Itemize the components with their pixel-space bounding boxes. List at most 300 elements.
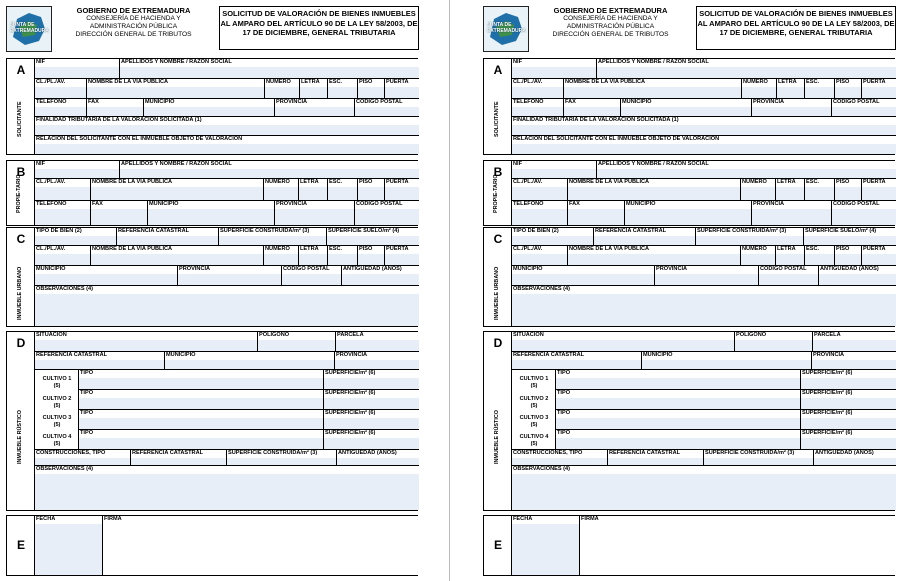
cultivo-4-type-field[interactable] xyxy=(556,430,801,450)
relationship-field[interactable] xyxy=(35,136,419,154)
field-input-area[interactable] xyxy=(35,254,90,265)
cultivo-1-type-field[interactable] xyxy=(556,370,801,390)
field-input-area[interactable] xyxy=(148,209,274,225)
cultivo-label-text: CULTIVO 1 xyxy=(519,376,549,382)
owner-number-field[interactable] xyxy=(741,179,776,201)
field-input-area[interactable] xyxy=(801,418,896,429)
field-input-area[interactable] xyxy=(385,87,419,98)
date-field[interactable] xyxy=(512,516,580,575)
field-input-area[interactable] xyxy=(752,107,831,116)
situation-field[interactable] xyxy=(512,332,735,352)
field-input-area[interactable] xyxy=(117,236,218,245)
built-area-field[interactable] xyxy=(696,228,804,246)
property-floor-field[interactable] xyxy=(835,246,862,266)
field-input-area[interactable] xyxy=(512,294,896,326)
field-input-area[interactable] xyxy=(35,360,164,369)
organization-block xyxy=(528,6,693,39)
field-input-area[interactable] xyxy=(300,87,327,98)
field-input-area[interactable] xyxy=(91,254,263,265)
owner-street-type-field[interactable] xyxy=(35,179,91,201)
relationship-field[interactable] xyxy=(512,136,896,154)
field-label: REFERENCIA CATASTRAL xyxy=(595,228,667,234)
field-label: TIPO xyxy=(557,430,571,436)
field-input-area[interactable] xyxy=(355,209,419,225)
field-input-area[interactable] xyxy=(227,458,336,465)
field-input-area[interactable] xyxy=(759,274,818,285)
property-street-type-field[interactable] xyxy=(35,246,91,266)
owner-name-field[interactable] xyxy=(120,161,419,179)
cultivo-label-text: CULTIVO 2 xyxy=(519,396,549,402)
floor-field[interactable] xyxy=(358,79,385,99)
owner-floor-field[interactable] xyxy=(358,179,385,201)
property-province-field[interactable] xyxy=(655,266,759,286)
field-input-area[interactable] xyxy=(258,340,335,351)
field-input-area[interactable] xyxy=(265,87,299,98)
property-floor-field[interactable] xyxy=(358,246,385,266)
property-age-field[interactable] xyxy=(819,266,896,286)
field-input-area[interactable] xyxy=(79,398,323,409)
field-input-area[interactable] xyxy=(342,274,419,285)
owner-letter-field[interactable] xyxy=(776,179,805,201)
field-input-area[interactable] xyxy=(35,236,116,245)
field-input-area[interactable] xyxy=(324,418,419,429)
field-input-area[interactable] xyxy=(777,87,804,98)
field-input-area[interactable] xyxy=(87,107,143,116)
field-label: LETRA xyxy=(778,79,797,85)
field-input-area[interactable] xyxy=(120,67,419,78)
cultivo-3-type-field[interactable] xyxy=(79,410,324,430)
field-input-area[interactable] xyxy=(328,187,357,200)
field-input-area[interactable] xyxy=(805,254,834,265)
owner-province-field[interactable] xyxy=(752,201,832,225)
field-input-area[interactable] xyxy=(568,187,740,200)
field-input-area[interactable] xyxy=(608,458,703,465)
field-input-area[interactable] xyxy=(832,209,896,225)
polygon-field[interactable] xyxy=(258,332,336,352)
cadastral-ref-field[interactable] xyxy=(117,228,219,246)
field-input-area[interactable] xyxy=(862,187,896,200)
fax-field[interactable] xyxy=(564,99,621,117)
field-input-area[interactable] xyxy=(512,274,654,285)
phone-field[interactable] xyxy=(35,99,87,117)
field-input-area[interactable] xyxy=(35,274,177,285)
field-input-area[interactable] xyxy=(568,254,740,265)
owner-letter-field[interactable] xyxy=(299,179,328,201)
field-input-area[interactable] xyxy=(512,360,641,369)
rustic-province-field[interactable] xyxy=(335,352,419,370)
number-field[interactable] xyxy=(265,79,300,99)
rustic-province-field[interactable] xyxy=(812,352,896,370)
nif-field[interactable] xyxy=(35,59,120,79)
property-street-type-field[interactable] xyxy=(512,246,568,266)
org-administracion: ADMINISTRACIÓN PÚBLICA xyxy=(566,23,655,30)
stair-field[interactable] xyxy=(328,79,358,99)
urban-observations-field[interactable] xyxy=(35,286,419,326)
property-postal-code-field[interactable] xyxy=(282,266,342,286)
owner-door-field[interactable] xyxy=(862,179,896,201)
field-input-area[interactable] xyxy=(324,438,419,449)
field-input-area[interactable] xyxy=(299,187,327,200)
rustic-observations-field[interactable] xyxy=(35,466,419,510)
built-area-field[interactable] xyxy=(219,228,327,246)
field-label: SUPERFICIE/m² (6) xyxy=(802,410,853,416)
field-input-area[interactable] xyxy=(655,274,758,285)
field-input-area[interactable] xyxy=(35,458,130,465)
field-input-area[interactable] xyxy=(835,254,861,265)
municipality-field[interactable] xyxy=(621,99,752,117)
field-input-area[interactable] xyxy=(735,340,812,351)
field-input-area[interactable] xyxy=(741,254,775,265)
cultivo-2-area-field[interactable] xyxy=(801,390,896,410)
field-label: SITUACIÓN xyxy=(36,332,67,338)
cultivos-label-column xyxy=(35,370,79,450)
owner-street-name-field[interactable] xyxy=(91,179,264,201)
field-input-area[interactable] xyxy=(358,87,384,98)
stair-field[interactable] xyxy=(805,79,835,99)
field-input-area[interactable] xyxy=(355,107,419,116)
field-input-area[interactable] xyxy=(564,87,741,98)
property-door-field[interactable] xyxy=(862,246,896,266)
signature-field[interactable] xyxy=(580,516,896,575)
field-input-area[interactable] xyxy=(835,187,861,200)
field-input-area[interactable] xyxy=(131,458,226,465)
field-input-area[interactable] xyxy=(337,458,419,465)
field-input-area[interactable] xyxy=(512,254,567,265)
field-input-area[interactable] xyxy=(801,398,896,409)
field-input-area[interactable] xyxy=(264,254,298,265)
owner-postal-code-field[interactable] xyxy=(355,201,419,225)
field-input-area[interactable] xyxy=(87,87,264,98)
field-input-area[interactable] xyxy=(35,187,90,200)
field-input-area[interactable] xyxy=(120,169,419,178)
field-label: PROVINCIA xyxy=(813,352,845,358)
field-input-area[interactable] xyxy=(597,67,896,78)
owner-municipality-field[interactable] xyxy=(625,201,752,225)
field-input-area[interactable] xyxy=(35,524,102,575)
street-type-field[interactable] xyxy=(512,79,564,99)
property-type-field[interactable] xyxy=(512,228,594,246)
cultivo-1-area-field[interactable] xyxy=(324,370,419,390)
field-label: TELÉFONO xyxy=(513,201,544,207)
field-input-area[interactable] xyxy=(324,398,419,409)
field-input-area[interactable] xyxy=(776,187,804,200)
field-input-area[interactable] xyxy=(299,254,327,265)
property-number-field[interactable] xyxy=(264,246,299,266)
field-input-area[interactable] xyxy=(512,340,734,351)
cultivo-1-label xyxy=(512,376,556,389)
field-input-area[interactable] xyxy=(91,209,147,225)
field-input-area[interactable] xyxy=(79,418,323,429)
owner-street-type-field[interactable] xyxy=(512,179,568,201)
purpose-field[interactable] xyxy=(512,117,896,136)
field-input-area[interactable] xyxy=(328,87,357,98)
owner-fax-field[interactable] xyxy=(91,201,148,225)
rustic-cadastral-ref-field[interactable] xyxy=(35,352,165,370)
field-label: NOMBRE DE LA VÍA PÚBLICA xyxy=(565,79,646,85)
situation-field[interactable] xyxy=(35,332,258,352)
purpose-field[interactable] xyxy=(35,117,419,136)
field-input-area[interactable] xyxy=(165,360,334,369)
field-input-area[interactable] xyxy=(835,87,861,98)
signature-field[interactable] xyxy=(103,516,419,575)
name-field[interactable] xyxy=(120,59,419,79)
field-input-area[interactable] xyxy=(832,107,896,116)
field-label: TELÉFONO xyxy=(513,99,544,105)
cultivo-4-area-field[interactable] xyxy=(801,430,896,450)
field-input-area[interactable] xyxy=(862,254,896,265)
logo-text: JUNTA DE EXTREMADURA xyxy=(10,22,49,34)
cultivo-3-area-field[interactable] xyxy=(324,410,419,430)
cultivo-4-type-field[interactable] xyxy=(79,430,324,450)
field-input-area[interactable] xyxy=(742,87,776,98)
cadastral-ref-field[interactable] xyxy=(594,228,696,246)
field-input-area[interactable] xyxy=(819,274,896,285)
field-input-area[interactable] xyxy=(512,187,567,200)
field-input-area[interactable] xyxy=(275,107,354,116)
constructions-built-area-field[interactable] xyxy=(227,450,337,466)
field-label: ANTIGUEDAD (AÑOS) xyxy=(815,450,874,456)
rustic-cadastral-ref-field[interactable] xyxy=(512,352,642,370)
fax-field[interactable] xyxy=(87,99,144,117)
field-input-area[interactable] xyxy=(556,438,800,449)
province-field[interactable] xyxy=(752,99,832,117)
constructions-type-field[interactable] xyxy=(35,450,131,466)
cultivo-2-area-field[interactable] xyxy=(324,390,419,410)
field-label: ESC. xyxy=(329,179,343,185)
field-label: NOMBRE DE LA VIA PÚBLICA xyxy=(569,179,650,185)
field-input-area[interactable] xyxy=(385,254,419,265)
field-label: CÓDIGO POSTAL xyxy=(833,99,880,105)
constructions-cadastral-ref-field[interactable] xyxy=(131,450,227,466)
field-input-area[interactable] xyxy=(358,187,384,200)
field-label: PROVINCIA xyxy=(179,266,211,272)
owner-stair-field[interactable] xyxy=(805,179,835,201)
owner-phone-field[interactable] xyxy=(35,201,91,225)
field-input-area[interactable] xyxy=(625,209,751,225)
field-input-area[interactable] xyxy=(336,340,419,351)
field-input-area[interactable] xyxy=(35,144,419,154)
field-input-area[interactable] xyxy=(512,169,596,178)
field-input-area[interactable] xyxy=(814,458,896,465)
owner-name-field[interactable] xyxy=(597,161,896,179)
property-street-name-field[interactable] xyxy=(91,246,264,266)
property-municipality-field[interactable] xyxy=(35,266,178,286)
field-label: NÚMERO xyxy=(742,246,767,252)
field-input-area[interactable] xyxy=(35,169,119,178)
field-input-area[interactable] xyxy=(801,378,896,389)
field-input-area[interactable] xyxy=(35,67,119,78)
page-divider xyxy=(449,0,450,581)
field-input-area[interactable] xyxy=(512,67,596,78)
owner-fax-field[interactable] xyxy=(568,201,625,225)
field-input-area[interactable] xyxy=(805,187,834,200)
owner-nif-field[interactable] xyxy=(512,161,597,179)
field-input-area[interactable] xyxy=(35,87,86,98)
owner-postal-code-field[interactable] xyxy=(832,201,896,225)
field-input-area[interactable] xyxy=(35,474,419,510)
polygon-field[interactable] xyxy=(735,332,813,352)
plot-field[interactable] xyxy=(336,332,419,352)
field-input-area[interactable] xyxy=(752,209,831,225)
letter-field[interactable] xyxy=(300,79,328,99)
field-label: FIRMA xyxy=(104,516,122,522)
field-input-area[interactable] xyxy=(144,107,274,116)
door-field[interactable] xyxy=(862,79,896,99)
field-input-area[interactable] xyxy=(358,254,384,265)
property-letter-field[interactable] xyxy=(776,246,805,266)
field-input-area[interactable] xyxy=(597,169,896,178)
property-door-field[interactable] xyxy=(385,246,419,266)
property-type-field[interactable] xyxy=(35,228,117,246)
land-area-field[interactable] xyxy=(327,228,419,246)
field-input-area[interactable] xyxy=(512,125,896,135)
field-input-area[interactable] xyxy=(512,458,607,465)
property-province-field[interactable] xyxy=(178,266,282,286)
field-input-area[interactable] xyxy=(512,209,567,225)
field-label: PISO xyxy=(836,79,850,85)
street-type-field[interactable] xyxy=(35,79,87,99)
name-field[interactable] xyxy=(597,59,896,79)
field-input-area[interactable] xyxy=(35,107,86,116)
field-label: CONSTRUCCIONES, TIPO xyxy=(36,450,106,456)
postal-code-field[interactable] xyxy=(355,99,419,117)
field-label: REFERENCIA CATASTRAL xyxy=(36,352,108,358)
floor-field[interactable] xyxy=(835,79,862,99)
field-input-area[interactable] xyxy=(776,254,804,265)
owner-phone-field[interactable] xyxy=(512,201,568,225)
field-input-area[interactable] xyxy=(35,125,419,135)
rustic-observations-field[interactable] xyxy=(512,466,896,510)
field-input-area[interactable] xyxy=(219,236,326,245)
postal-code-field[interactable] xyxy=(832,99,896,117)
field-input-area[interactable] xyxy=(282,274,341,285)
field-input-area[interactable] xyxy=(556,418,800,429)
field-input-area[interactable] xyxy=(805,87,834,98)
cultivo-3-type-field[interactable] xyxy=(556,410,801,430)
number-field[interactable] xyxy=(742,79,777,99)
field-input-area[interactable] xyxy=(813,340,896,351)
field-input-area[interactable] xyxy=(275,209,354,225)
land-area-field[interactable] xyxy=(804,228,896,246)
owner-province-field[interactable] xyxy=(275,201,355,225)
field-input-area[interactable] xyxy=(594,236,695,245)
field-input-area[interactable] xyxy=(324,378,419,389)
field-input-area[interactable] xyxy=(328,254,357,265)
phone-field[interactable] xyxy=(512,99,564,117)
owner-door-field[interactable] xyxy=(385,179,419,201)
field-input-area[interactable] xyxy=(512,87,563,98)
field-input-area[interactable] xyxy=(178,274,281,285)
street-name-field[interactable] xyxy=(87,79,265,99)
owner-nif-field[interactable] xyxy=(35,161,120,179)
field-input-area[interactable] xyxy=(35,209,90,225)
field-input-area[interactable] xyxy=(512,144,896,154)
owner-stair-field[interactable] xyxy=(328,179,358,201)
field-input-area[interactable] xyxy=(512,236,593,245)
nif-field[interactable] xyxy=(512,59,597,79)
field-input-area[interactable] xyxy=(385,187,419,200)
cultivo-2-type-field[interactable] xyxy=(79,390,324,410)
property-municipality-field[interactable] xyxy=(512,266,655,286)
letter-field[interactable] xyxy=(777,79,805,99)
date-field[interactable] xyxy=(35,516,103,575)
field-input-area[interactable] xyxy=(556,378,800,389)
field-input-area[interactable] xyxy=(264,187,298,200)
plot-field[interactable] xyxy=(813,332,896,352)
field-label: NIF xyxy=(36,161,46,167)
owner-number-field[interactable] xyxy=(264,179,299,201)
cultivo-3-area-field[interactable] xyxy=(801,410,896,430)
field-input-area[interactable] xyxy=(804,236,896,245)
field-input-area[interactable] xyxy=(642,360,811,369)
field-input-area[interactable] xyxy=(512,474,896,510)
field-input-area[interactable] xyxy=(812,360,896,369)
urban-observations-field[interactable] xyxy=(512,286,896,326)
property-stair-field[interactable] xyxy=(328,246,358,266)
cultivo-2-type-field[interactable] xyxy=(556,390,801,410)
constructions-age-field[interactable] xyxy=(814,450,896,466)
field-label: SUPERFICIE CONSTRUIDA/m² (3) xyxy=(220,228,310,234)
field-input-area[interactable] xyxy=(79,438,323,449)
field-input-area[interactable] xyxy=(512,524,579,575)
field-input-area[interactable] xyxy=(568,209,624,225)
field-input-area[interactable] xyxy=(741,187,775,200)
rustic-municipality-field[interactable] xyxy=(642,352,812,370)
province-field[interactable] xyxy=(275,99,355,117)
rustic-municipality-field[interactable] xyxy=(165,352,335,370)
field-input-area[interactable] xyxy=(862,87,896,98)
cultivo-1-type-field[interactable] xyxy=(79,370,324,390)
constructions-built-area-field[interactable] xyxy=(704,450,814,466)
field-input-area[interactable] xyxy=(564,107,620,116)
street-name-field[interactable] xyxy=(564,79,742,99)
field-input-area[interactable] xyxy=(556,398,800,409)
field-label: CL./PL./AV. xyxy=(36,246,66,252)
property-age-field[interactable] xyxy=(342,266,419,286)
property-number-field[interactable] xyxy=(741,246,776,266)
property-street-name-field[interactable] xyxy=(568,246,741,266)
owner-municipality-field[interactable] xyxy=(148,201,275,225)
cultivo-1-area-field[interactable] xyxy=(801,370,896,390)
field-input-area[interactable] xyxy=(35,340,257,351)
constructions-type-field[interactable] xyxy=(512,450,608,466)
cultivos-label-column xyxy=(512,370,556,450)
field-input-area[interactable] xyxy=(335,360,419,369)
field-input-area[interactable] xyxy=(327,236,419,245)
field-input-area[interactable] xyxy=(79,378,323,389)
field-label: CL./PL./AV. xyxy=(36,179,66,185)
field-input-area[interactable] xyxy=(512,107,563,116)
owner-street-name-field[interactable] xyxy=(568,179,741,201)
property-stair-field[interactable] xyxy=(805,246,835,266)
section-e-letter-column xyxy=(484,516,512,575)
field-input-area[interactable] xyxy=(35,294,419,326)
property-letter-field[interactable] xyxy=(299,246,328,266)
field-input-area[interactable] xyxy=(801,438,896,449)
field-input-area[interactable] xyxy=(91,187,263,200)
municipality-field[interactable] xyxy=(144,99,275,117)
field-input-area[interactable] xyxy=(696,236,803,245)
owner-floor-field[interactable] xyxy=(835,179,862,201)
door-field[interactable] xyxy=(385,79,419,99)
field-input-area[interactable] xyxy=(704,458,813,465)
field-input-area[interactable] xyxy=(621,107,751,116)
field-label: CÓDIGO POSTAL xyxy=(283,266,330,272)
cultivo-4-area-field[interactable] xyxy=(324,430,419,450)
property-postal-code-field[interactable] xyxy=(759,266,819,286)
constructions-age-field[interactable] xyxy=(337,450,419,466)
constructions-cadastral-ref-field[interactable] xyxy=(608,450,704,466)
